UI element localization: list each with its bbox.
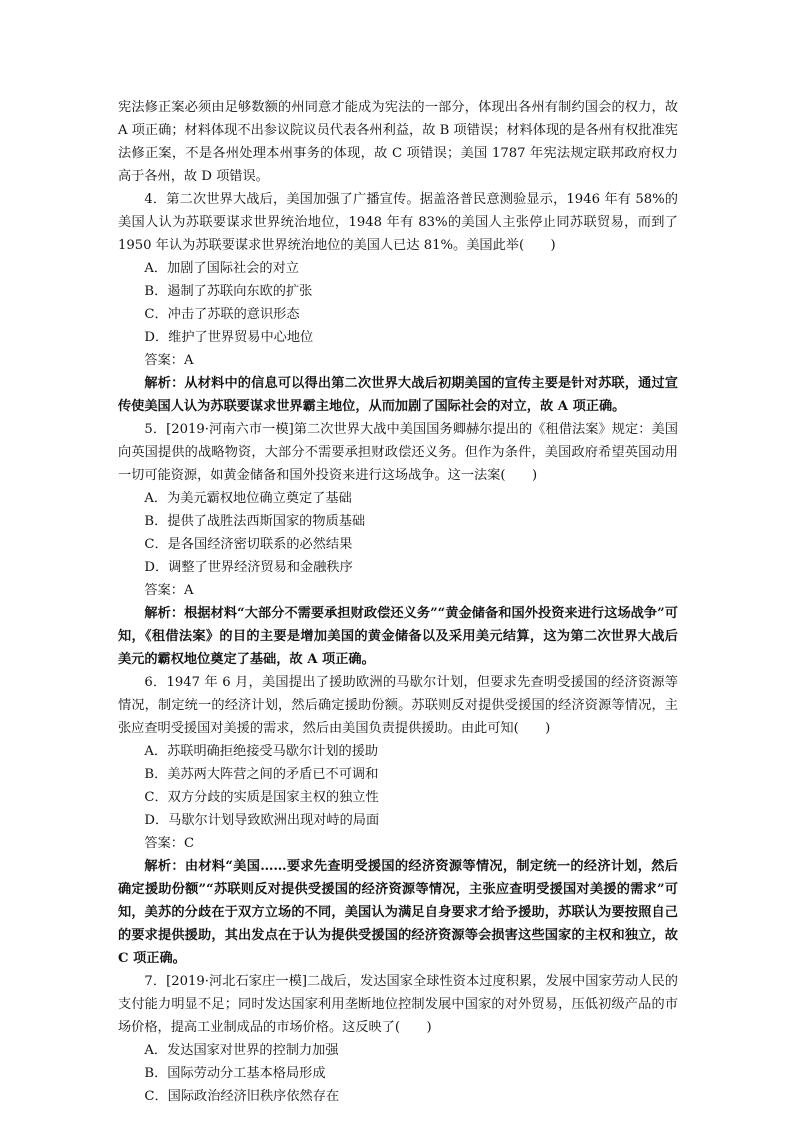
- q7-option-c: C．国际政治经济旧秩序依然存在: [144, 1089, 340, 1104]
- q4-option-d: D．维护了世界贸易中心地位: [144, 330, 314, 345]
- q6-option-a: A．苏联明确拒绝接受马歇尔计划的援助: [144, 744, 379, 759]
- q3-explanation-continued: 宪法修正案必须由足够数额的州同意才能成为宪法的一部分，体现出各州有制约国会的权力，故 A 项正确；材料体现不出参议院议员代表各州利益，故 B 项错误；材料体现的是各州有权批准宪法修正案，不是各州处理本州事务的体现，故 C 项错误；美国 1787 年宪法规定联邦政府权力高于各州，故 D 项错误。: [118, 100, 678, 184]
- q6-explanation: 解析：由材料“美国……要求先查明受援国的经济资源等情况，制定统一的经济计划，然后确定援助份额”“苏联则反对提供受援国的经济资源等情况，主张应查明受援国对美援的需求”可知，美苏的分歧在于双方立场的不同，美国认为满足自身要求才给予援助，苏联认为要按照自己的要求提供援助，其出发点在于认为提供受援国的经济资源等会损害这些国家的主权和独立，故 C 项正确。: [118, 859, 678, 966]
- q5-option-d: D．调整了世界经济贸易和金融秩序: [144, 560, 353, 575]
- question-4-stem: 4．第二次世界大战后，美国加强了广播宣传。据盖洛普民意测验显示，1946 年有 58%的美国人认为苏联要谋求世界统治地位，1948 年有 83%的美国人主张停止同苏联贸易，而到了 1950 年认为苏联要谋求世界统治地位的美国人已达 81%。美国此举( ): [118, 192, 678, 253]
- q4-answer: 答案：A: [144, 353, 194, 368]
- q5-explanation: 解析：根据材料“大部分不需要承担财政偿还义务”“黄金储备和国外投资来进行这场战争”可知，《租借法案》的目的主要是增加美国的黄金储备以及采用美元结算，这为第二次世界大战后美元的霸权地位奠定了基础，故 A 项正确。: [118, 606, 678, 667]
- q5-option-c: C．是各国经济密切联系的必然结果: [144, 537, 353, 552]
- q7-option-a: A．发达国家对世界的控制力加强: [144, 1043, 339, 1058]
- q4-option-c: C．冲击了苏联的意识形态: [144, 307, 300, 322]
- question-5-stem: 5．[2019·河南六市一模]第二次世界大战中美国国务卿赫尔提出的《租借法案》规定：美国向英国提供的战略物资，大部分不需要承担财政偿还义务。但作为条件，美国政府希望英国动用一切可能资源，如黄金储备和国外投资来进行这场战争。这一法案( ): [118, 422, 678, 483]
- q5-option-b: B．提供了战胜法西斯国家的物质基础: [144, 514, 366, 529]
- question-6-stem: 6．1947 年 6 月，美国提出了援助欧洲的马歇尔计划，但要求先查明受援国的经济资源等情况，制定统一的经济计划，然后确定援助份额。苏联则反对提供受援国的经济资源等情况，主张应查明受援国对美援的需求，然后由美国负责提供援助。由此可知( ): [118, 675, 678, 736]
- q6-option-b: B．美苏两大阵营之间的矛盾已不可调和: [144, 767, 379, 782]
- q5-answer: 答案：A: [144, 583, 194, 598]
- q4-option-b: B．遏制了苏联向东欧的扩张: [144, 284, 313, 299]
- q6-option-c: C．双方分歧的实质是国家主权的独立性: [144, 790, 379, 805]
- q4-explanation: 解析：从材料中的信息可以得出第二次世界大战后初期美国的宣传主要是针对苏联，通过宣传使美国人认为苏联要谋求世界霸主地位，从而加剧了国际社会的对立，故 A 项正确。: [118, 376, 678, 414]
- question-7-stem: 7．[2019·河北石家庄一模]二战后，发达国家全球性资本过度积累，发展中国家劳动人民的支付能力明显不足；同时发达国家利用垄断地位控制发展中国家的对外贸易，压低初级产品的市场价格，提高工业制成品的市场价格。这反映了( ): [118, 974, 678, 1035]
- q4-option-a: A．加剧了国际社会的对立: [144, 261, 299, 276]
- q6-answer: 答案：C: [144, 836, 195, 851]
- q7-option-b: B．国际劳动分工基本格局形成: [144, 1066, 326, 1081]
- q5-option-a: A．为美元霸权地位确立奠定了基础: [144, 491, 352, 506]
- q6-option-d: D．马歇尔计划导致欧洲出现对峙的局面: [144, 813, 380, 828]
- document-page: [118, 96, 678, 1108]
